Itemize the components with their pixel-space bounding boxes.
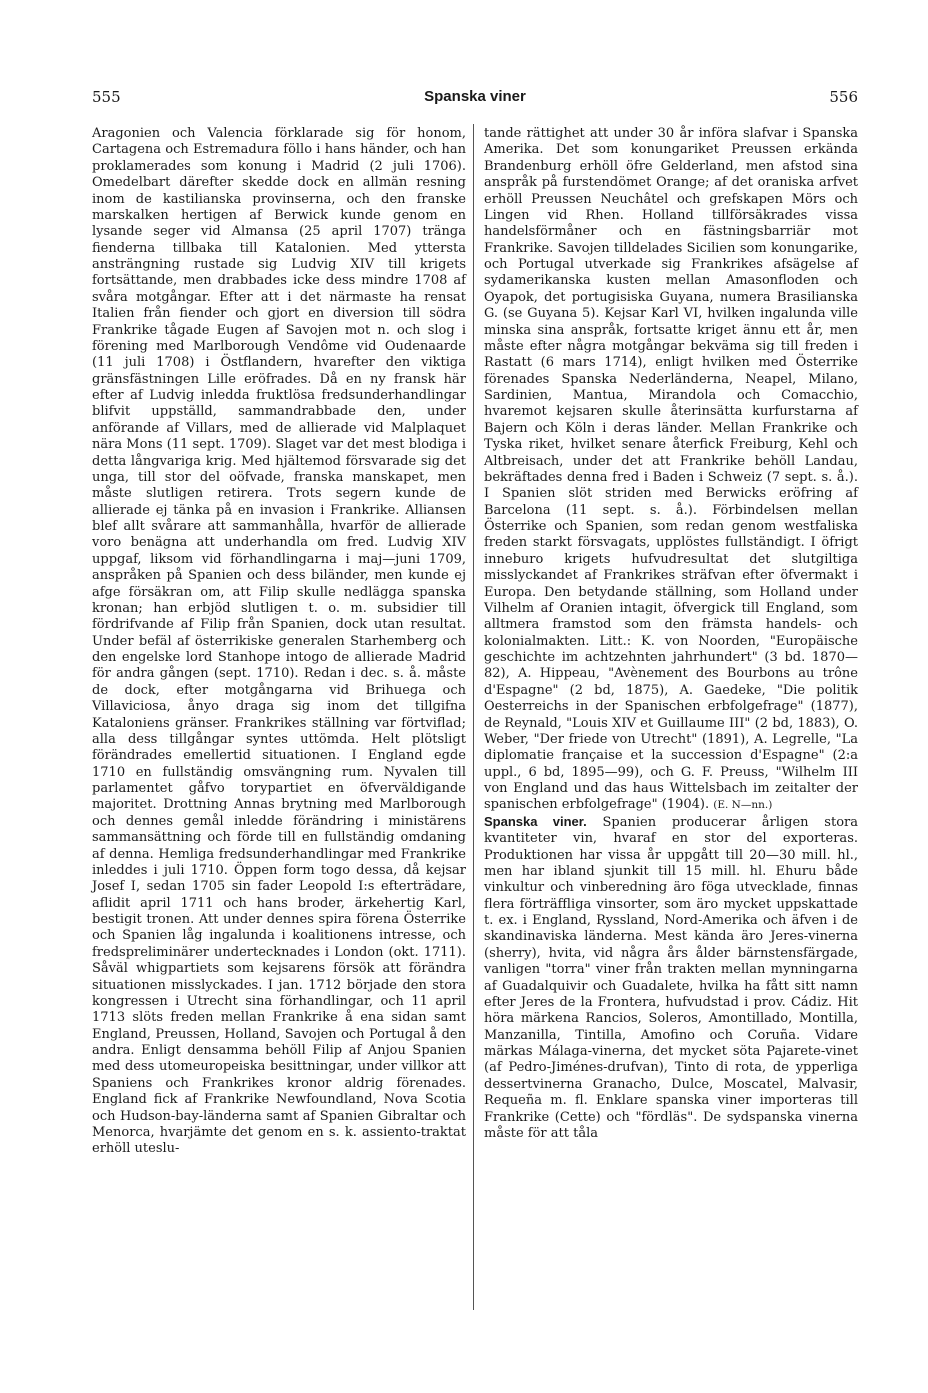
author-signature: (E. N—nn.): [713, 799, 773, 812]
right-column-text-part1: tande rättighet att under 30 år införa slafvar i Spanska Amerika. Det som konungariket Preussen erkända Brandenburg erhöll öfre Gelderland, men afstod sina anspråk på furstendömet Orange; af det oraniska arfvet erhöll Preussen Neuchâtel och grefskapen Mörs och Lingen vid Rhen. Holland tillförsäkrades vissa handelsförmåner och en fästningsbarriär mot Frankrike. Savojen tilldelades Sicilien som konungarike, och Portugal utverkade sig Frankrikes afsägelse af sydamerikanska kusten mellan Amasonfloden och Oyapok, det portugisiska Guyana, numera Brasilianska G. (se Guyana 5). Kejsar Karl VI, hvilken ingalunda ville minska sina anspråk, fortsatte kriget ännu ett år, men måste efter några motgångar bekväma sig till freden i Rastatt (6 mars 1714), enligt hvilken med Österrike förenades Spanska Nederländerna, Neapel, Milano, Sardinien, Mantua, Mirandola och Comacchio, hvaremot kejsaren skulle återinsätta kurfurstarna af Bajern och Köln i deras länder. Mellan Frankrike och Tyska riket, hvilket senare återfick Freiburg, Kehl och Altbreisach, under det att Frankrike behöll Landau, bekräftades denna fred i Baden i Schweiz (7 sept. s. å.). I Spanien slöt striden med Berwicks eröfring af Barcelona (11 sept. s. å.). Förbindelsen mellan Österrike och Spanien, som redan genom westfaliska freden starkt försvagats, upplöstes fullständigt. I öfrigt inneburo krigets hufvudresultat det slutgiltiga misslyckandet af Frankrikes sträfvan efter öfvermakt i Europa. Den betydande ställning, som Holland under Vilhelm af Oranien intagit, öfvergick till England, som alltmera framstod som den främsta handels- och kolonialmakten. Litt.: K. von Noorden, "Europäische geschichte im achtzehnten jahrhundert" (3 bd. 1870—82), A. Hippeau, "Avènement des Bourbons au trône d'Espagne" (2 bd, 1875), A. Gaedeke, "Die politik Oesterreichs in der Spanischen erbfolgefrage" (1877), de Reynald, "Louis XIV et Guillaume III" (2 bd, 1883), O. Weber, "Der friede von Utrecht" (1891), A. Legrelle, "La diplomatie française et la succession d'Espagne" (2:a uppl., 6 bd, 1895—99), och G. F. Preuss, "Wilhelm III von England und das haus Wittelsbach im zeitalter der spanischen erbfolgefrage" (1904).: [484, 126, 858, 813]
page-number-right: 556: [829, 88, 858, 106]
page-number-left: 555: [92, 88, 121, 106]
entry-text: Spanien producerar årligen stora kvantiteter vin, hvaraf en stor del exporteras. Produktionen har vissa år uppgått till 20—30 mill. hl., men har ibland sjunkit till 15 mill. hl. Ehuru både vinkultur och vinberedning äro föga utvecklade, finnas flera förträffliga vinsorter, som äro mycket uppskattade t. ex. i England, Ryssland, Nord-Amerika och äfven i de skandinaviska länderna. Mest kända äro Jeres-vinerna (sherry), hvita, vid några års ålder bärnstensfärgade, vanligen "torra" viner från trakten mellan mynningarna af Guadalquivir och Guadalete, hvilka ha fått sitt namn efter Jeres de la Frontera, hufvudstad i prov. Cádiz. Hit höra märkena Rancios, Soleros, Amontillado, Montilla, Manzanilla, Tintilla, Amofino och Coruña. Vidare märkas Málaga-vinerna, det mycket söta Pajarete-vinet (af Pedro-Jiménes-drufvan), Tinto di rota, de ypperliga dessertvinerna Granacho, Dulce, Moscatel, Malvasir, Requeña m. fl. Enklare spanska viner importeras till Frankrike (Cette) och "fördläs". De sydspanska vinerna måste för att tåla: [484, 814, 858, 1141]
right-column-text-continued: [484, 126, 858, 814]
entry-spanska-viner: [484, 814, 858, 1143]
column-divider: [473, 124, 474, 1310]
right-column: [484, 126, 858, 1142]
left-column: [92, 126, 466, 1158]
left-column-text: Aragonien och Valencia förklarade sig för honom, Cartagena och Estremadura föllo i hans händer, och han proklamerades som konung i Madrid (2 juli 1706). Omedelbart därefter skedde dock en allmän resning inom de kastilianska provinserna, och den franske marskalken hertigen af Berwick kunde genom en lysande seger vid Almansa (25 april 1707) tränga fienderna tillbaka till Katalonien. Med yttersta ansträngning rustade sig Ludvig XIV till krigets fortsättande, men drabbades icke dess mindre 1708 af svåra motgångar. Efter att i det närmaste ha rensat Italien från fiender och gjort en diversion till södra Frankrike tågade Eugen af Savojen mot n. och slog i förening med Marlborough Vendôme vid Oudenaarde (11 juli 1708) i Östflandern, hvarefter den viktiga gränsfästningen Lille eröfrades. Då en ny fransk här efter af Ludvig inledda fruktlösa fredsunderhandlingar blifvit uppställd, sammandrabbade den, under anförande af Villars, med de allierade vid Malplaquet nära Mons (11 sept. 1709). Slaget var det mest blodiga i detta långvariga krig. Med hjältemod försvarade sig det unga, till stor del oöfvade, franska manskapet, men måste slutligen retirera. Trots segern kunde de allierade ej tänka på en invasion i Frankrike. Alliansen blef allt svårare att sammanhålla, hvarför de allierade voro benägna att underhandla om fred. Ludvig XIV uppgaf, liksom vid förhandlingarna i maj—juni 1709, anspråken på Spanien och dess biländer, men kunde ej afge försäkran om, att Filip skulle nedlägga spanska kronan; han erbjöd slutligen t. o. m. subsidier till fördrifvande af Filip från Spanien, dock utan resultat. Under befäl af österrikiske generalen Starhemberg och den engelske lord Stanhope intogo de allierade Madrid för andra gången (sept. 1710). Redan i dec. s. å. måste de dock, efter motgångarna vid Brihuega och Villaviciosa, ånyo draga sig inom det tillgifna Kataloniens gränser. Frankrikes ställning var förtviflad; alla dess tillgångar syntes uttömda. Helt plötsligt förändrades emellertid situationen. I England egde 1710 en fullständig omsvängning rum. Nyvalen till parlamentet gåfvo torypartiet en öfverväldigande majoritet. Drottning Annas brytning med Marlborough och dennes gemål inledde förändring i ministärens sammansättning och förde till en fullständig omdaning af denna. Hemliga fredsunderhandlingar med Frankrike inleddes i juli 1710. Öppen form togo dessa, då kejsar Josef I, sedan 1705 sin fader Leopold I:s efterträdare, aflidit april 1711 och hans broder, ärkehertig Karl, bestigit tronen. Att under dennes spira förena Österrike och Spanien låg ingalunda i koalitionens intresse, och fredspreliminärer undertecknades i London (okt. 1711). Såväl whigpartiets som kejsarens försök att förändra situationen misslyckades. I jan. 1712 började den stora kongressen i Utrecht sina förhandlingar, och 11 april 1713 slöts freden mellan Frankrike å ena sidan samt England, Preussen, Holland, Savojen och Portugal å den andra. Enligt densamma behöll Filip af Anjou Spanien med dess utomeuropeiska besittningar, under villkor att Spaniens och Frankrikes kronor aldrig förenades. England fick af Frankrike Newfoundland, Nova Scotia och Hudson-bay-länderna samt af Spanien Gibraltar och Menorca, hvarjämte det genom en s. k. assiento-traktat erhöll uteslu-: [92, 126, 466, 1157]
running-title: Spanska viner: [424, 88, 526, 105]
entry-headword: Spanska viner.: [484, 813, 587, 829]
page-header: [92, 88, 858, 112]
